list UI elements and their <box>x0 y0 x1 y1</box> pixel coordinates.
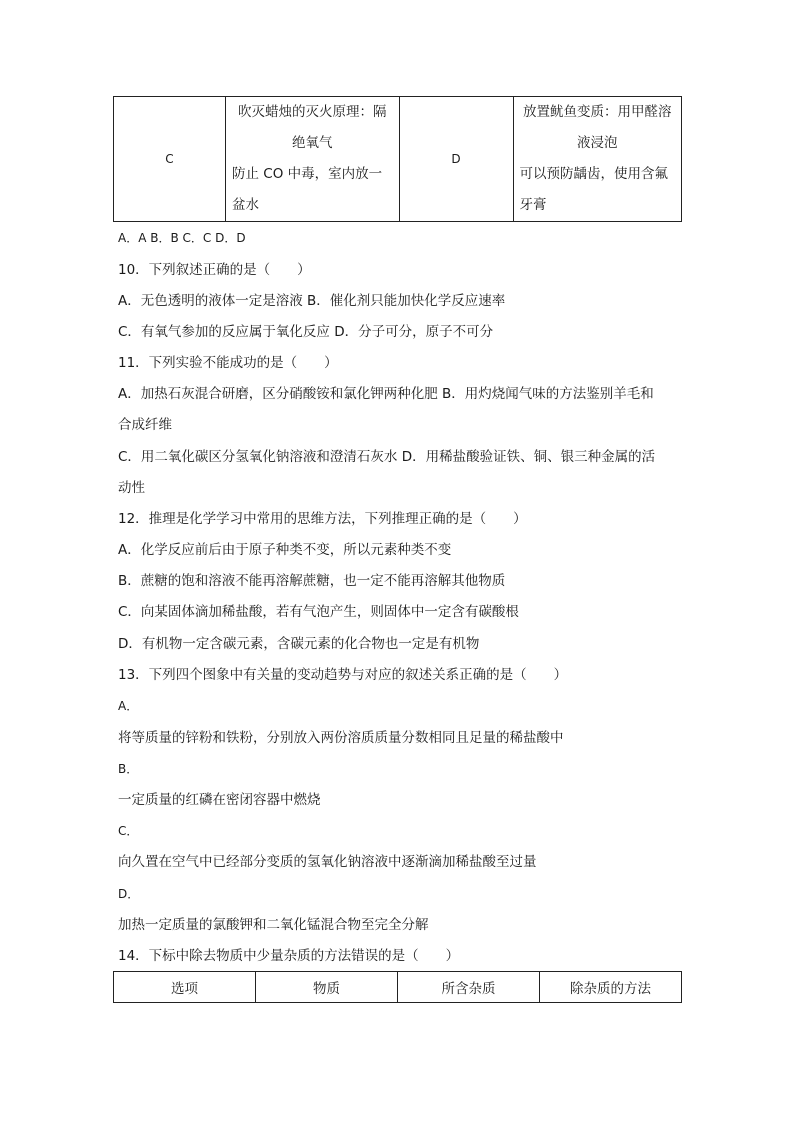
table-header-row <box>114 972 682 1003</box>
q12-option-b: B．蔗糖的饱和溶液不能再溶解蔗糖，也一定不能再溶解其他物质 <box>118 573 506 589</box>
option-d-label: D <box>399 97 513 222</box>
q11-options-ab-line-2: 合成纤维 <box>118 417 172 433</box>
option-c-line-4: 盆水 <box>231 197 259 213</box>
header-substance: 物质 <box>256 972 398 1003</box>
q13-option-a-label: A． <box>118 699 139 713</box>
q13-option-b-label: B． <box>118 762 139 776</box>
q13-stem: 13．下列四个图象中有关量的变动趋势与对应的叙述关系正确的是（ ） <box>118 667 568 683</box>
q13-option-c-label: C． <box>118 824 139 838</box>
q10-options-ab: A．无色透明的液体一定是溶液 B．催化剂只能加快化学反应速率 <box>118 293 506 309</box>
q14-stem: 14．下标中除去物质中少量杂质的方法错误的是（ ） <box>118 948 460 964</box>
q13-option-b-text: 一定质量的红磷在密闭容器中燃烧 <box>118 792 321 808</box>
option-c-line-2: 绝氧气 <box>291 135 333 151</box>
header-impurity: 所含杂质 <box>398 972 540 1003</box>
q11-options-ab-line-1: A．加热石灰混合研磨，区分硝酸铵和氯化钾两种化肥 B．用灼烧闻气味的方法鉴别羊毛和 <box>118 386 654 402</box>
option-c-line-3: 防止 CO 中毒，室内放一 <box>231 166 383 182</box>
q13-option-a-text: 将等质量的锌粉和铁粉，分别放入两份溶质质量分数相同且足量的稀盐酸中 <box>118 730 564 746</box>
option-c-line-1: 吹灭蜡烛的灭火原理：隔 <box>237 104 387 120</box>
option-d-content <box>513 97 682 222</box>
option-c-content <box>225 97 399 222</box>
q13-option-d-text: 加热一定质量的氯酸钾和二氧化锰混合物至完全分解 <box>118 917 429 933</box>
option-d-line-2: 液浸泡 <box>577 135 618 151</box>
options-table-cd <box>113 96 682 222</box>
q13-option-c-text: 向久置在空气中已经部分变质的氢氧化钠溶液中逐渐滴加稀盐酸至过量 <box>118 854 537 870</box>
option-c-label: C <box>114 97 226 222</box>
q12-stem: 12．推理是化学学习中常用的思维方法，下列推理正确的是（ ） <box>118 511 527 527</box>
q12-option-d: D．有机物一定含碳元素，含碳元素的化合物也一定是有机物 <box>118 636 480 652</box>
q9-answer-choices: A．A B．B C．C D．D <box>118 231 246 245</box>
q11-stem: 11．下列实验不能成功的是（ ） <box>118 355 338 371</box>
q13-option-d-label: D． <box>118 887 140 901</box>
table-row <box>114 97 682 222</box>
option-d-line-4: 牙膏 <box>519 197 547 213</box>
header-option: 选项 <box>114 972 256 1003</box>
header-removal-method: 除杂质的方法 <box>540 972 682 1003</box>
q11-options-cd-line-2: 动性 <box>118 480 145 496</box>
q11-options-cd-line-1: C．用二氧化碳区分氢氧化钠溶液和澄清石灰水 D．用稀盐酸验证铁、铜、银三种金属的活 <box>118 449 656 465</box>
option-d-line-1: 放置鱿鱼变质：用甲醛溶 <box>523 104 672 120</box>
q10-options-cd: C．有氧气参加的反应属于氧化反应 D．分子可分，原子不可分 <box>118 324 494 340</box>
option-d-line-3: 可以预防龋齿，使用含氟 <box>519 166 668 182</box>
q12-option-a: A．化学反应前后由于原子种类不变，所以元素种类不变 <box>118 542 452 558</box>
q12-option-c: C．向某固体滴加稀盐酸，若有气泡产生，则固体中一定含有碳酸根 <box>118 604 519 620</box>
q10-stem: 10．下列叙述正确的是（ ） <box>118 262 311 278</box>
impurity-removal-table <box>113 971 682 1003</box>
